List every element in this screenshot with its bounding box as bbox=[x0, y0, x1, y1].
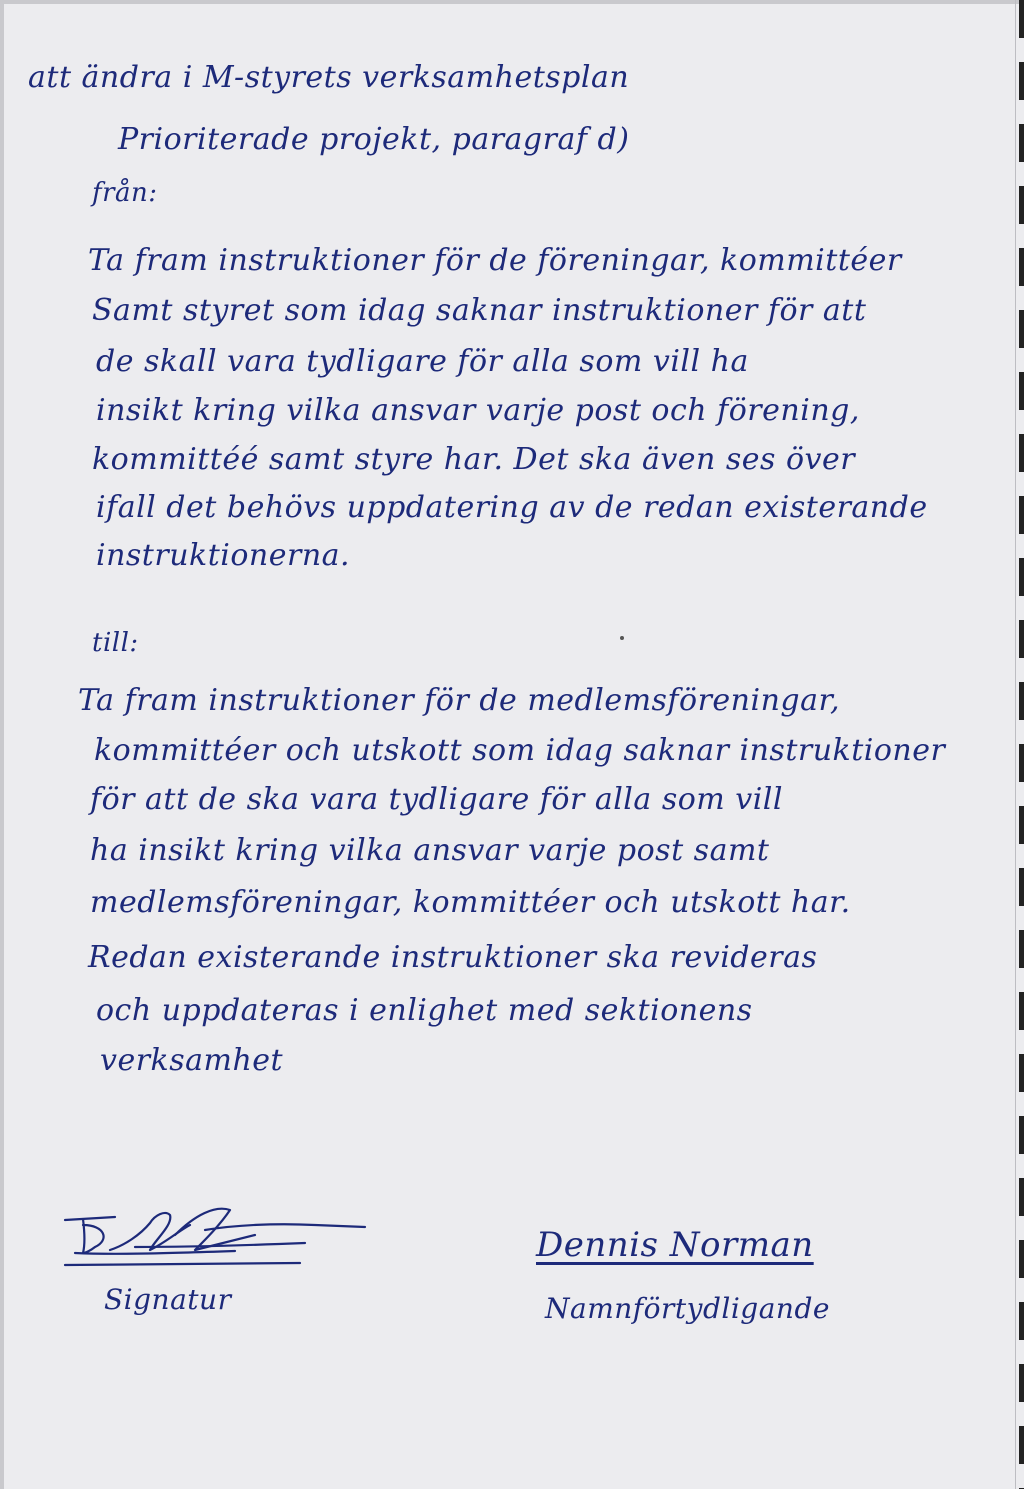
signature-label: Signatur bbox=[104, 1283, 232, 1316]
to-label: till: bbox=[92, 628, 139, 658]
from-line-2: Samt styret som idag saknar instruktioner för att bbox=[92, 293, 867, 328]
to-line-2: kommittéer och utskott som idag saknar instruktioner bbox=[94, 733, 946, 768]
to-line-4: ha insikt kring vilka ansvar varje post samt bbox=[90, 833, 770, 868]
to-line-3: för att de ska vara tydligare för alla som vill bbox=[90, 782, 783, 817]
handwritten-signature bbox=[55, 1195, 375, 1285]
page-left-edge bbox=[0, 0, 4, 1489]
page-top-edge bbox=[0, 0, 1024, 4]
from-line-3: de skall vara tydligare för alla som vill ha bbox=[96, 344, 749, 379]
to-line-1: Ta fram instruktioner för de medlemsföreningar, bbox=[78, 683, 841, 718]
from-line-5: kommittéé samt styre har. Det ska även ses över bbox=[92, 442, 856, 477]
printed-name: Dennis Norman bbox=[536, 1225, 814, 1265]
to-line-7: och uppdateras i enlighet med sektionens bbox=[96, 993, 753, 1028]
to-line-8: verksamhet bbox=[100, 1043, 284, 1078]
page-binding-line bbox=[1015, 0, 1016, 1489]
from-line-6: ifall det behövs uppdatering av de redan existerande bbox=[96, 490, 928, 525]
from-line-4: insikt kring vilka ansvar varje post och förening, bbox=[96, 393, 860, 428]
from-line-1: Ta fram instruktioner för de föreningar, kommittéer bbox=[88, 243, 902, 278]
name-clarification-label: Namnförtydligande bbox=[545, 1292, 830, 1325]
to-line-5: medlemsföreningar, kommittéer och utskott har. bbox=[90, 885, 851, 920]
from-label: från: bbox=[92, 178, 158, 208]
page-binding-edge bbox=[1019, 0, 1024, 1489]
from-line-7: instruktionerna. bbox=[96, 538, 351, 573]
header-line-1: att ändra i M-styrets verksamhetsplan bbox=[28, 60, 630, 95]
to-line-6: Redan existerande instruktioner ska revideras bbox=[88, 940, 818, 975]
ink-dot bbox=[620, 636, 624, 640]
header-line-2: Prioriterade projekt, paragraf d) bbox=[118, 122, 630, 157]
